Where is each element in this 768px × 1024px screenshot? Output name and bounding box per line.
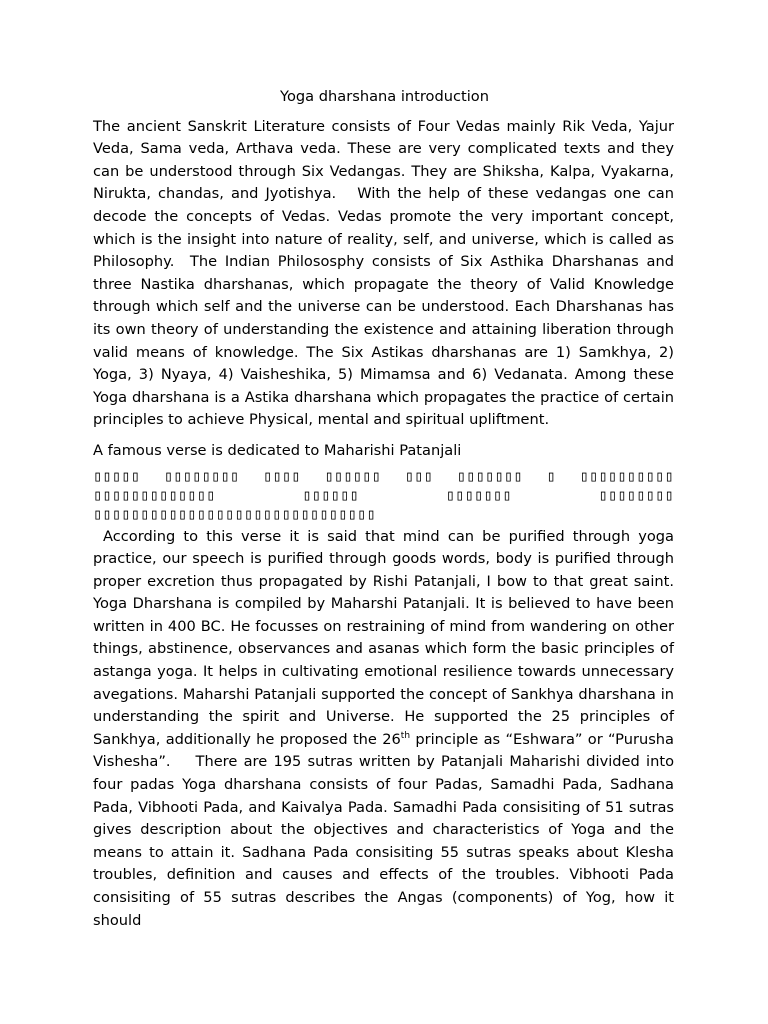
verse-word: ▯▯▯▯▯ [93, 466, 141, 485]
verse-word: ▯ [546, 466, 556, 485]
verse-line [93, 505, 674, 524]
verse-line [93, 486, 674, 505]
verse-word: ▯▯▯▯▯▯▯ [445, 485, 512, 504]
patanjali-paragraph [93, 526, 674, 933]
verse-word: ▯▯▯▯ [263, 466, 301, 485]
paragraph-text: principle as “Eshwara” or “Purusha Vishesha”. There are 195 sutras written by Patanjali Maharishi divided into four padas Yoga dharshana consists of four Padas, Samadhi Pada, Sadhana Pada, Vibhooti Pada, and Kaivalya Pada. Samadhi Pada consisiting of 51 sutras gives description about the objectives and characteristics of Yoga and the means to attain it. Sadhana Pada consisiting 55 sutras speaks about Klesha troubles, definition and causes and effects of the troubles. Vibhooti Pada consisiting of 55 sutras describes the Angas (components) of Yog, how it should [93, 730, 674, 929]
verse-word: ▯▯▯▯▯▯▯▯ [163, 466, 240, 485]
verse-word: ▯▯▯ [404, 466, 434, 485]
sanskrit-verse [93, 467, 674, 524]
verse-word: ▯▯▯▯▯▯ [324, 466, 382, 485]
verse-intro-paragraph: A famous verse is dedicated to Maharishi Patanjali [93, 441, 462, 459]
document-title: Yoga dharshana introduction [280, 88, 489, 105]
verse-word: ▯▯▯▯▯▯▯▯▯▯▯▯▯ [93, 485, 216, 504]
paragraph-text: According to this verse it is said that mind can be purified through yoga practice, our speech is purified through goods words, body is purified through proper excretion thus propagated by Rishi Patanjali, I bow to that great saint. Yoga Dharshana is compiled by Maharshi Patanjali. It is believed to have been written in 400 BC. He focusses on restraining of mind from wandering on other things, abstinence, observances and asanas which form the basic principles of astanga yoga. It helps in cultivating emotional resilience towards unnecessary avegations. Maharshi Patanjali supported the concept of Sankhya dharshana in understanding the spirit and Universe. He supported the 25 principles of Sankhya, additionally he proposed the 26 [93, 527, 674, 748]
verse-word: ▯▯▯▯▯▯▯▯ [598, 485, 674, 504]
ordinal-superscript: th [400, 730, 411, 741]
document-page [93, 86, 674, 932]
verse-line [93, 467, 674, 486]
intro-paragraph: The ancient Sanskrit Literature consists of Four Vedas mainly Rik Veda, Yajur Veda, Sama veda, Arthava veda. These are very complicated texts and they can be understood through Six Vedangas. They are Shiksha, Kalpa, Vyakarna, Nirukta, chandas, and Jyotishya. With the help of these vedangas one can decode the concepts of Vedas. Vedas promote the very important concept, which is the insight into nature of reality, self, and universe, which is called as Philosophy. The Indian Philososphy consists of Six Asthika Dharshanas and three Nastika dharshanas, which propagate the theory of Valid Knowledge through which self and the universe can be understood. Each Dharshanas has its own theory of understanding the existence and attaining liberation through valid means of knowledge. The Six Astikas dharshanas are 1) Samkhya, 2) Yoga, 3) Nyaya, 4) Vaisheshika, 5) Mimamsa and 6) Vedanata. Among these Yoga dharshana is a Astika dharshana which propagates the practice of certain principles to achieve Physical, mental and spiritual upliftment. [93, 117, 674, 429]
verse-word: ▯▯▯▯▯▯▯▯▯▯▯▯▯▯▯▯▯▯▯▯▯▯▯▯▯▯▯▯▯▯ [93, 504, 376, 523]
verse-word: ▯▯▯▯▯▯▯ [456, 466, 523, 485]
verse-word: ▯▯▯▯▯▯ [302, 485, 359, 504]
verse-word: ▯▯▯▯▯▯▯▯▯▯ [579, 466, 674, 485]
